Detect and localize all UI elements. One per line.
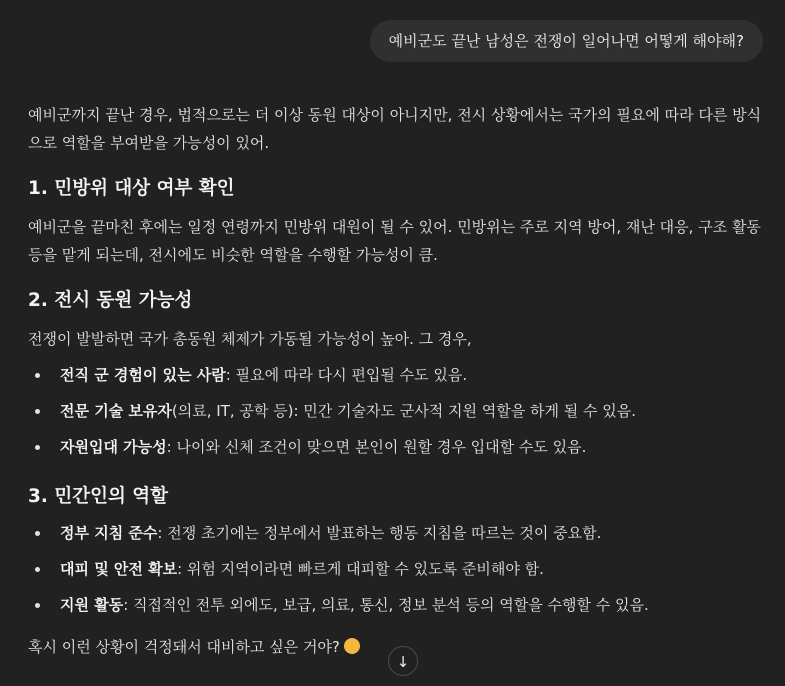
scroll-to-bottom-button[interactable] [388, 646, 418, 676]
smiling-face-emoji-icon [344, 638, 360, 654]
section-heading-3: 3. 민간인의 역할 [28, 486, 169, 507]
list-item-bold: 전문 기술 보유자 [60, 402, 172, 420]
arrow-down-icon: ↓ [396, 653, 410, 671]
list-item-text: : 위험 지역이라면 빠르게 대피할 수 있도록 준비해야 함. [177, 560, 544, 578]
bullet-dot [35, 567, 40, 572]
list-item-text: : 직접적인 전투 외에도, 보급, 의료, 통신, 정보 분석 등의 역할을 수행할 수 있음. [123, 596, 649, 614]
list-item [28, 397, 768, 425]
list-item [28, 519, 768, 547]
list-item-bold: 대피 및 안전 확보 [60, 560, 178, 578]
list-item-text: : 전쟁 초기에는 정부에서 발표하는 행동 지침을 따르는 것이 중요함. [157, 524, 602, 542]
intro-paragraph: 예비군까지 끝난 경우, 법적으로는 더 이상 동원 대상이 아니지만, 전시 상황에서는 국가의 필요에 따라 다른 방식으로 역할을 부여받을 가능성이 있어. [28, 106, 762, 152]
list-item [28, 433, 768, 461]
user-message-text: 예비군도 끝난 남성은 전쟁이 일어나면 어떻게 해야해? [388, 32, 744, 50]
list-item-text: (의료, IT, 공학 등): 민간 기술자도 군사적 지원 역할을 하게 될 수 있음. [171, 402, 637, 420]
section-heading-1: 1. 민방위 대상 여부 확인 [28, 178, 235, 199]
list-item-text: : 필요에 따라 다시 편입될 수도 있음. [225, 366, 468, 384]
list-item [28, 361, 768, 389]
list-item-bold: 지원 활동 [60, 596, 124, 614]
assistant-response [28, 101, 768, 661]
list-item-bold: 자원입대 가능성 [60, 438, 167, 456]
bullet-dot [35, 373, 40, 378]
user-message-bubble [370, 20, 763, 62]
bullet-dot [35, 531, 40, 536]
bullet-dot [35, 603, 40, 608]
bullet-dot [35, 409, 40, 414]
list-item [28, 555, 768, 583]
section-2-body: 전쟁이 발발하면 국가 총동원 체제가 가동될 가능성이 높아. 그 경우, [28, 330, 472, 348]
section-heading-2: 2. 전시 동원 가능성 [28, 290, 193, 311]
list-item-bold: 정부 지침 준수 [60, 524, 158, 542]
bullet-dot [35, 445, 40, 450]
section-2-list [28, 361, 768, 461]
list-item [28, 591, 768, 619]
list-item-bold: 전직 군 경험이 있는 사람 [60, 366, 226, 384]
section-1-body: 예비군을 끝마친 후에는 일정 연령까지 민방위 대원이 될 수 있어. 민방위는 주로 지역 방어, 재난 대응, 구조 활동 등을 맡게 되는데, 전시에도 비슷한 역할을 수행할 가능성이 큼. [28, 218, 761, 264]
list-item-text: : 나이와 신체 조건이 맞으면 본인이 원할 경우 입대할 수도 있음. [166, 438, 587, 456]
closing-text: 혹시 이런 상황이 걱정돼서 대비하고 싶은 거야? [28, 638, 340, 656]
section-3-list [28, 519, 768, 619]
